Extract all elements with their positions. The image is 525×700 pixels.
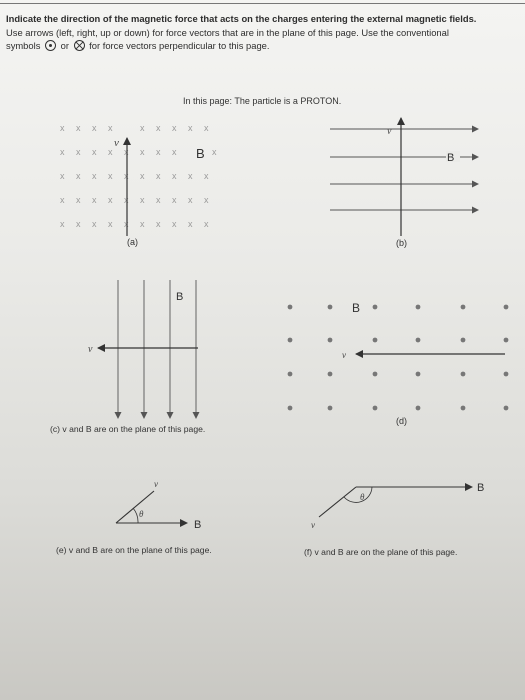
field-out-of-page-dot xyxy=(288,305,293,310)
field-into-page-mark: x xyxy=(172,219,177,229)
angle-label-f: θ xyxy=(360,492,365,502)
field-label-f: B xyxy=(477,482,485,494)
field-into-page-grid xyxy=(60,123,217,229)
instructions-symbols-text: symbols xyxy=(6,40,41,51)
field-label-b: B xyxy=(447,152,455,164)
field-out-of-page-dot xyxy=(461,338,466,343)
field-into-page-mark: x xyxy=(60,195,65,205)
caption-c: (c) v and B are on the plane of this page. xyxy=(50,424,206,434)
field-into-page-mark: x xyxy=(76,123,81,133)
field-into-page-mark: x xyxy=(156,123,161,133)
field-into-page-mark: x xyxy=(60,123,65,133)
instructions-or-text: or xyxy=(60,40,69,51)
velocity-label-d: v xyxy=(342,350,346,360)
panel-c xyxy=(50,280,205,434)
field-into-page-mark: x xyxy=(156,147,161,157)
caption-a: (a) xyxy=(127,237,138,247)
panel-e xyxy=(56,479,212,555)
field-into-page-mark: x xyxy=(140,219,145,229)
caption-e: (e) v and B are on the plane of this page. xyxy=(56,545,212,555)
field-into-page-mark: x xyxy=(92,147,97,157)
field-into-page-mark: x xyxy=(140,171,145,181)
caption-d: (d) xyxy=(396,416,407,426)
field-into-page-mark: x xyxy=(140,123,145,133)
field-into-page-mark: x xyxy=(92,171,97,181)
field-into-page-mark: x xyxy=(156,219,161,229)
field-into-page-mark: x xyxy=(108,147,113,157)
velocity-label-c: v xyxy=(88,344,93,355)
field-out-of-page-dot xyxy=(461,305,466,310)
field-into-page-mark: x xyxy=(76,195,81,205)
field-into-page-mark: x xyxy=(76,219,81,229)
field-into-page-mark: x xyxy=(76,171,81,181)
field-into-page-mark: x xyxy=(204,123,209,133)
field-into-page-mark: x xyxy=(204,195,209,205)
caption-b: (b) xyxy=(396,238,407,248)
field-out-of-page-dot xyxy=(504,338,509,343)
instructions-title: Indicate the direction of the magnetic force that acts on the charges entering the external magnetic fields. xyxy=(6,13,477,24)
field-out-of-page-dot xyxy=(328,406,333,411)
field-out-of-page-dot xyxy=(504,305,509,310)
panel-f xyxy=(304,482,484,557)
caption-f: (f) v and B are on the plane of this page. xyxy=(304,547,458,557)
field-out-of-page-dot xyxy=(373,338,378,343)
field-into-page-mark: x xyxy=(60,171,65,181)
field-into-page-mark: x xyxy=(188,123,193,133)
field-into-page-mark: x xyxy=(124,171,129,181)
field-into-page-mark: x xyxy=(92,219,97,229)
angle-arc-e xyxy=(133,508,138,523)
velocity-label-a: v xyxy=(114,137,119,149)
velocity-label-f: v xyxy=(311,520,315,530)
field-into-page-mark: x xyxy=(204,219,209,229)
field-into-page-mark: x xyxy=(108,171,113,181)
field-into-page-mark: x xyxy=(140,147,145,157)
field-into-page-mark: x xyxy=(188,171,193,181)
field-into-page-mark: x xyxy=(108,123,113,133)
field-out-of-page-dot xyxy=(373,406,378,411)
field-out-of-page-dot xyxy=(416,406,421,411)
velocity-label-b: v xyxy=(387,126,392,137)
field-out-of-page-dot xyxy=(504,406,509,411)
angle-arc-f xyxy=(344,487,372,502)
field-out-of-page-dot xyxy=(461,372,466,377)
field-into-page-mark: x xyxy=(92,123,97,133)
field-into-page-mark: x xyxy=(172,195,177,205)
field-into-page-mark: x xyxy=(172,147,177,157)
instructions-perpendicular-text: for force vectors perpendicular to this page. xyxy=(89,40,270,51)
field-out-of-page-dot xyxy=(504,372,509,377)
velocity-vector-f xyxy=(319,487,356,517)
field-label-d: B xyxy=(352,301,361,315)
field-into-page-mark: x xyxy=(156,195,161,205)
field-out-of-page-dot xyxy=(373,372,378,377)
instructions-line-2: Use arrows (left, right, up or down) for force vectors that are in the plane of this page. Use the conventional xyxy=(6,26,449,38)
field-into-page-mark: x xyxy=(92,195,97,205)
field-into-page-mark: x xyxy=(124,195,129,205)
field-into-page-mark: x xyxy=(188,195,193,205)
field-into-page-mark: x xyxy=(124,147,129,157)
field-into-page-mark: x xyxy=(76,147,81,157)
velocity-label-e: v xyxy=(154,479,158,489)
field-into-page-mark: x xyxy=(108,195,113,205)
field-into-page-mark: x xyxy=(204,171,209,181)
field-out-of-page-dot xyxy=(373,305,378,310)
field-label-c: B xyxy=(176,291,184,303)
field-out-of-page-dot xyxy=(288,372,293,377)
field-into-page-mark: x xyxy=(188,219,193,229)
field-out-of-page-dot xyxy=(288,338,293,343)
panel-a xyxy=(60,123,217,247)
velocity-vector-e xyxy=(116,491,154,523)
angle-label-e: θ xyxy=(139,509,144,519)
field-into-page-mark: x xyxy=(60,219,65,229)
field-into-page-mark: x xyxy=(212,147,217,157)
field-out-of-page-dot xyxy=(328,372,333,377)
field-into-page-mark: x xyxy=(172,171,177,181)
field-into-page-mark: x xyxy=(140,195,145,205)
particle-subtitle: In this page: The particle is a PROTON. xyxy=(183,96,342,106)
field-into-page-mark: x xyxy=(124,219,129,229)
field-into-page-mark: x xyxy=(108,219,113,229)
panel-d xyxy=(288,301,509,426)
field-into-page-mark: x xyxy=(172,123,177,133)
field-out-of-page-dot xyxy=(328,338,333,343)
field-into-page-mark: x xyxy=(156,171,161,181)
field-out-of-page-dot xyxy=(461,406,466,411)
field-label-e: B xyxy=(194,519,202,531)
field-label-a: B xyxy=(196,146,205,161)
field-out-of-page-dot xyxy=(328,305,333,310)
field-out-of-page-dot xyxy=(416,372,421,377)
field-into-page-mark: x xyxy=(60,147,65,157)
field-out-of-page-grid xyxy=(288,305,509,411)
field-out-of-page-dot xyxy=(416,305,421,310)
field-out-of-page-dot xyxy=(416,338,421,343)
field-out-of-page-dot xyxy=(288,406,293,411)
panel-b xyxy=(330,118,478,248)
